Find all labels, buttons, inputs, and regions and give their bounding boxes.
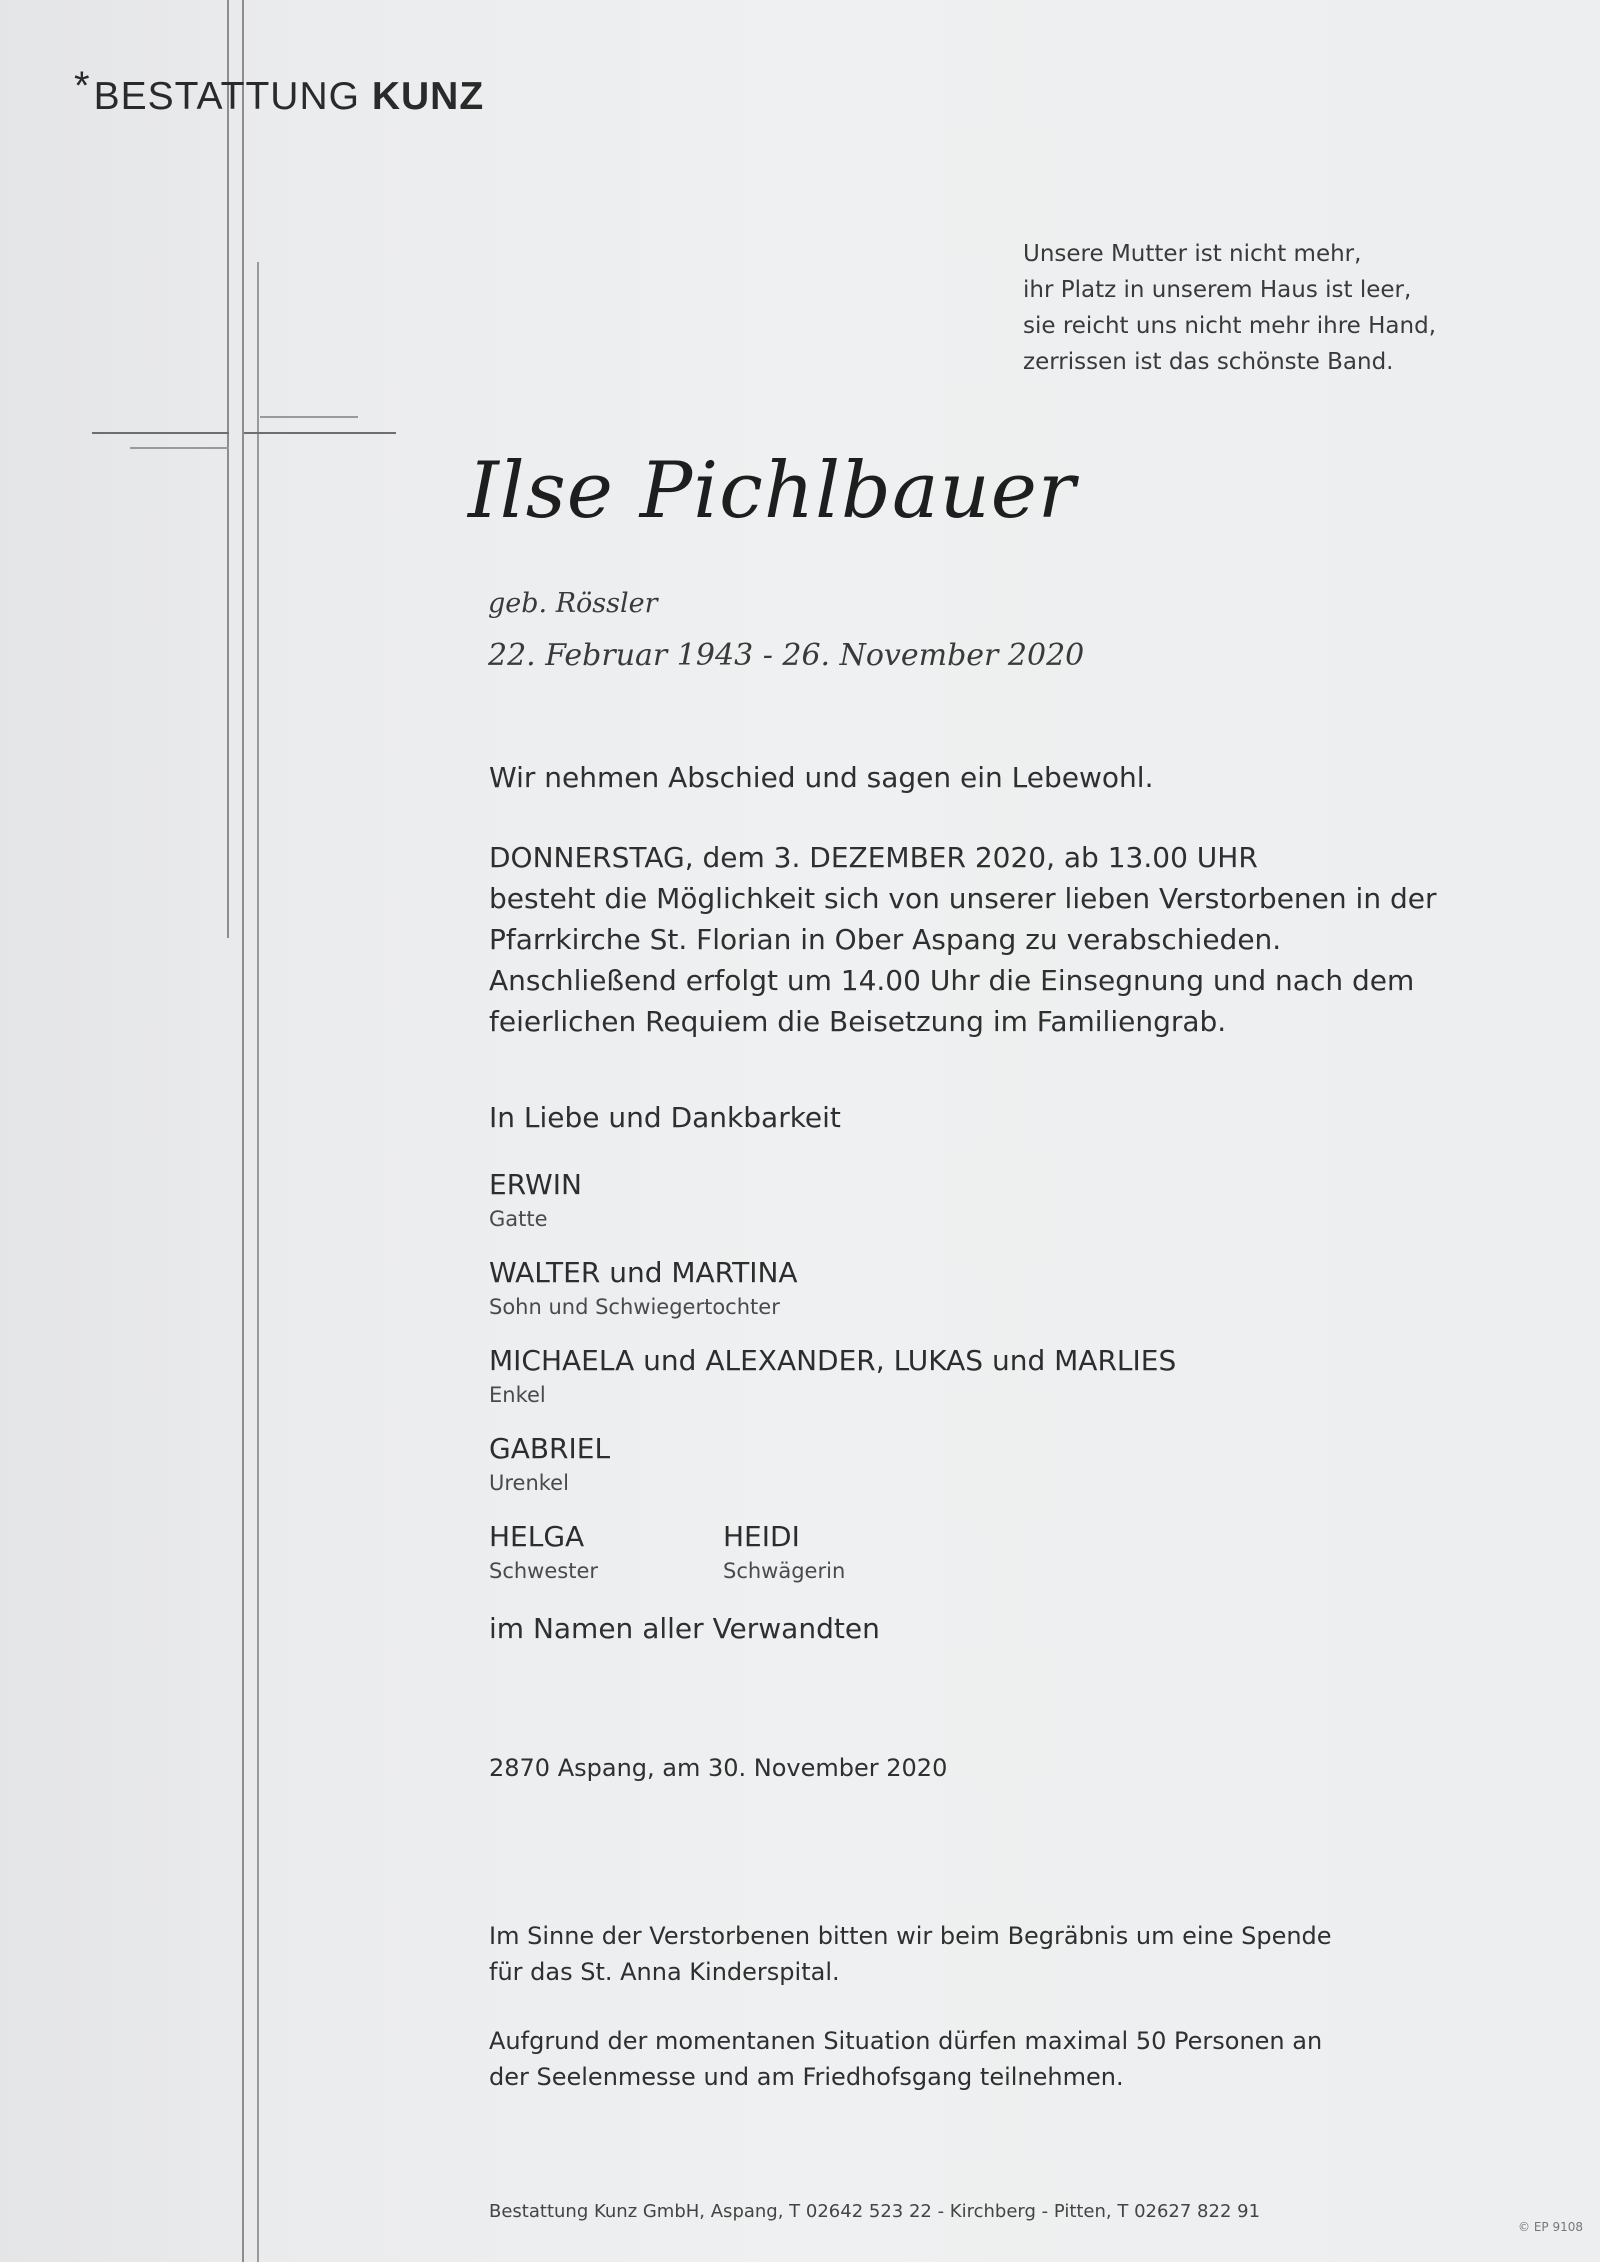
mourner-role: Schwägerin (723, 1559, 846, 1583)
logo-prefix: BESTATTUNG (93, 75, 360, 118)
notice-line: der Seelenmesse und am Friedhofsgang teilnehmen. (489, 2063, 1124, 2091)
covid-notice (489, 2023, 1322, 2095)
mourner-role: Gatte (489, 1207, 548, 1231)
mourner-name: WALTER und MARTINA (489, 1256, 798, 1289)
company-logo (74, 64, 485, 118)
donation-line: Im Sinne der Verstorbenen bitten wir beim Begräbnis um eine Spende (489, 1922, 1332, 1950)
mourner-name: HEIDI (723, 1520, 800, 1553)
poem-line: Unsere Mutter ist nicht mehr, (1023, 241, 1362, 267)
ceremony-line: Anschließend erfolgt um 14.00 Uhr die Einsegnung und nach dem (489, 964, 1415, 997)
mourner-role: Schwester (489, 1559, 599, 1583)
logo-brand: KUNZ (371, 75, 485, 118)
poem-line: zerrissen ist das schönste Band. (1023, 349, 1394, 375)
life-dates: 22. Februar 1943 - 26. November 2020 (488, 638, 1085, 673)
poem-line: ihr Platz in unserem Haus ist leer, (1023, 277, 1412, 303)
ceremony-block (489, 837, 1436, 1042)
cross-vertical-line-left (227, 0, 229, 938)
mourner-name: ERWIN (489, 1168, 582, 1201)
mourner-role: Sohn und Schwiegertochter (489, 1295, 780, 1319)
mourner-name: GABRIEL (489, 1432, 611, 1465)
poem (1023, 236, 1436, 380)
cross-horizontal-line-lower (130, 447, 229, 449)
mourner (489, 1256, 798, 1319)
gratitude-line: In Liebe und Dankbarkeit (489, 1101, 841, 1134)
relatives-line: im Namen aller Verwandten (489, 1612, 880, 1645)
ceremony-line: besteht die Möglichkeit sich von unserer lieben Verstorbenen in der (489, 882, 1437, 915)
donation-line: für das St. Anna Kinderspital. (489, 1958, 840, 1986)
cross-horizontal-line-left (92, 432, 229, 434)
poem-line: sie reicht uns nicht mehr ihre Hand, (1023, 313, 1437, 339)
ceremony-line: feierlichen Requiem die Beisetzung im Familiengrab. (489, 1005, 1227, 1038)
mourner (723, 1520, 846, 1583)
mourner (489, 1432, 611, 1495)
place-date: 2870 Aspang, am 30. November 2020 (489, 1754, 948, 1782)
print-credit: © EP 9108 (1518, 2220, 1583, 2234)
notice-line: Aufgrund der momentanen Situation dürfen maximal 50 Personen an (489, 2027, 1323, 2055)
donation-request (489, 1918, 1332, 1990)
cross-inner-line-top (257, 262, 259, 432)
logo-star: * (74, 64, 91, 108)
mourner-role: Enkel (489, 1383, 546, 1407)
mourner (489, 1344, 1177, 1407)
cross-inner-line-bottom (257, 433, 259, 2262)
ceremony-line: Pfarrkirche St. Florian in Ober Aspang zu verabschieden. (489, 923, 1282, 956)
deceased-name: Ilse Pichlbauer (468, 446, 1077, 536)
farewell-line: Wir nehmen Abschied und sagen ein Lebewohl. (489, 761, 1154, 794)
mourner-name: MICHAELA und ALEXANDER, LUKAS und MARLIES (489, 1344, 1177, 1377)
cross-horizontal-line-upper (260, 416, 358, 418)
mourner (489, 1520, 599, 1583)
mourner-name: HELGA (489, 1520, 585, 1553)
cross-horizontal-line-right (244, 432, 396, 434)
ceremony-date: DONNERSTAG, dem 3. DEZEMBER 2020, ab 13.00 UHR (489, 841, 1258, 874)
mourner-role: Urenkel (489, 1471, 569, 1495)
footer-contact: Bestattung Kunz GmbH, Aspang, T 02642 523 22 - Kirchberg - Pitten, T 02627 822 91 (489, 2201, 1261, 2222)
born-name: geb. Rössler (488, 588, 658, 619)
cross-vertical-line-right (242, 0, 244, 2262)
mourner (489, 1168, 582, 1231)
